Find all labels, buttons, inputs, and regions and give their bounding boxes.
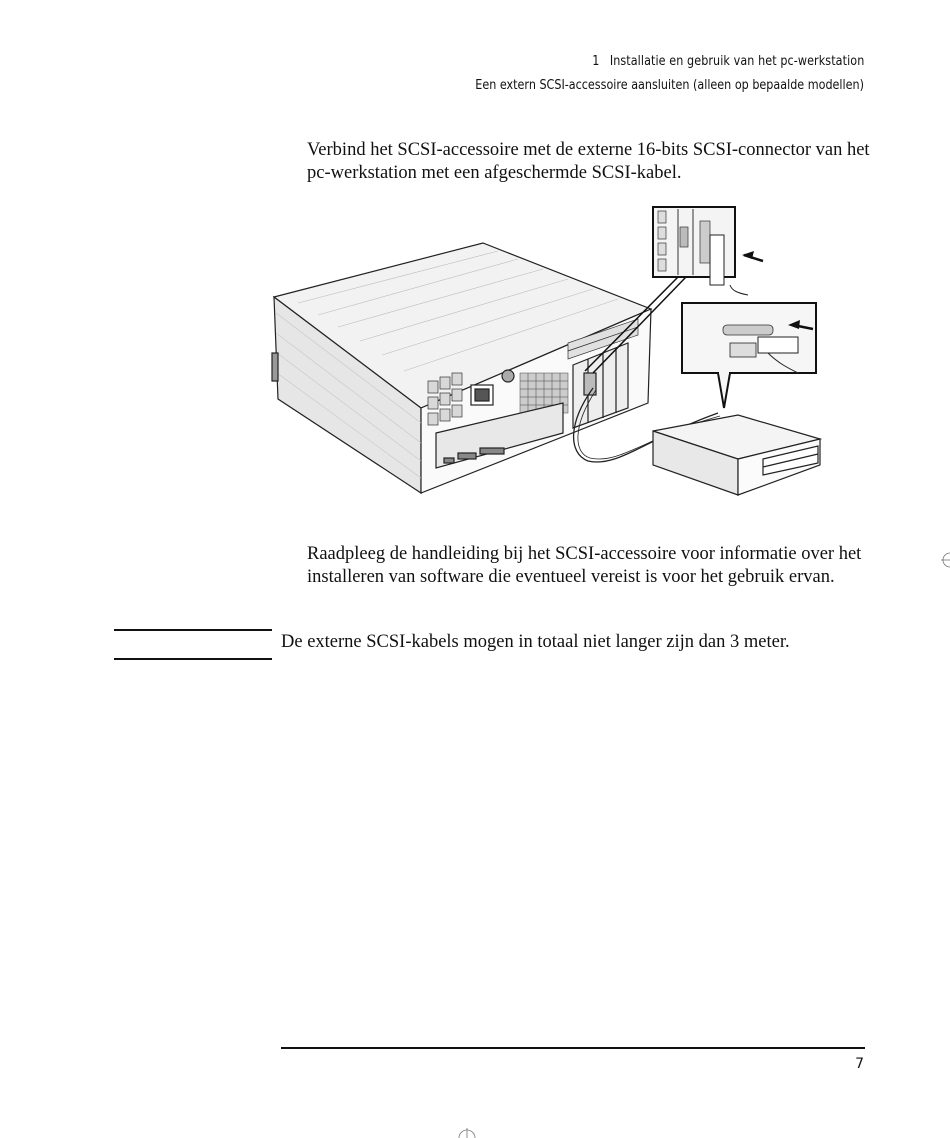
inset-device-connector: [682, 303, 816, 408]
instruction-paragraph-2: Raadpleeg de handleiding bij het SCSI-accessoire voor informatie over het installeren van software die eventueel vereist is voor het gebruik ervan.: [307, 544, 862, 587]
running-header-section: Een extern SCSI-accessoire aansluiten (alleen op bepaalde modellen): [475, 78, 864, 93]
note-rule-bottom: [114, 658, 272, 660]
registration-mark-bottom: [456, 1126, 478, 1138]
chapter-number: 1: [591, 54, 600, 69]
chapter-title: Installatie en gebruik van het pc-werkstation: [609, 54, 864, 69]
scsi-connection-illustration: [268, 203, 828, 498]
page-number: 7: [855, 1056, 864, 1072]
scsi-device: [653, 415, 820, 495]
note-rule-top: [114, 629, 272, 631]
footer-rule: [281, 1047, 865, 1049]
note-text: De externe SCSI-kabels mogen in totaal niet langer zijn dan 3 meter.: [281, 632, 790, 652]
registration-mark-right: [938, 550, 950, 570]
computer-chassis: [272, 243, 651, 493]
instruction-paragraph-1: Verbind het SCSI-accessoire met de externe 16-bits SCSI-connector van het pc-werkstation met een afgeschermde SCSI-kabel.: [307, 140, 870, 183]
inset-computer-connector: [653, 207, 763, 295]
running-header-chapter: [592, 54, 864, 69]
